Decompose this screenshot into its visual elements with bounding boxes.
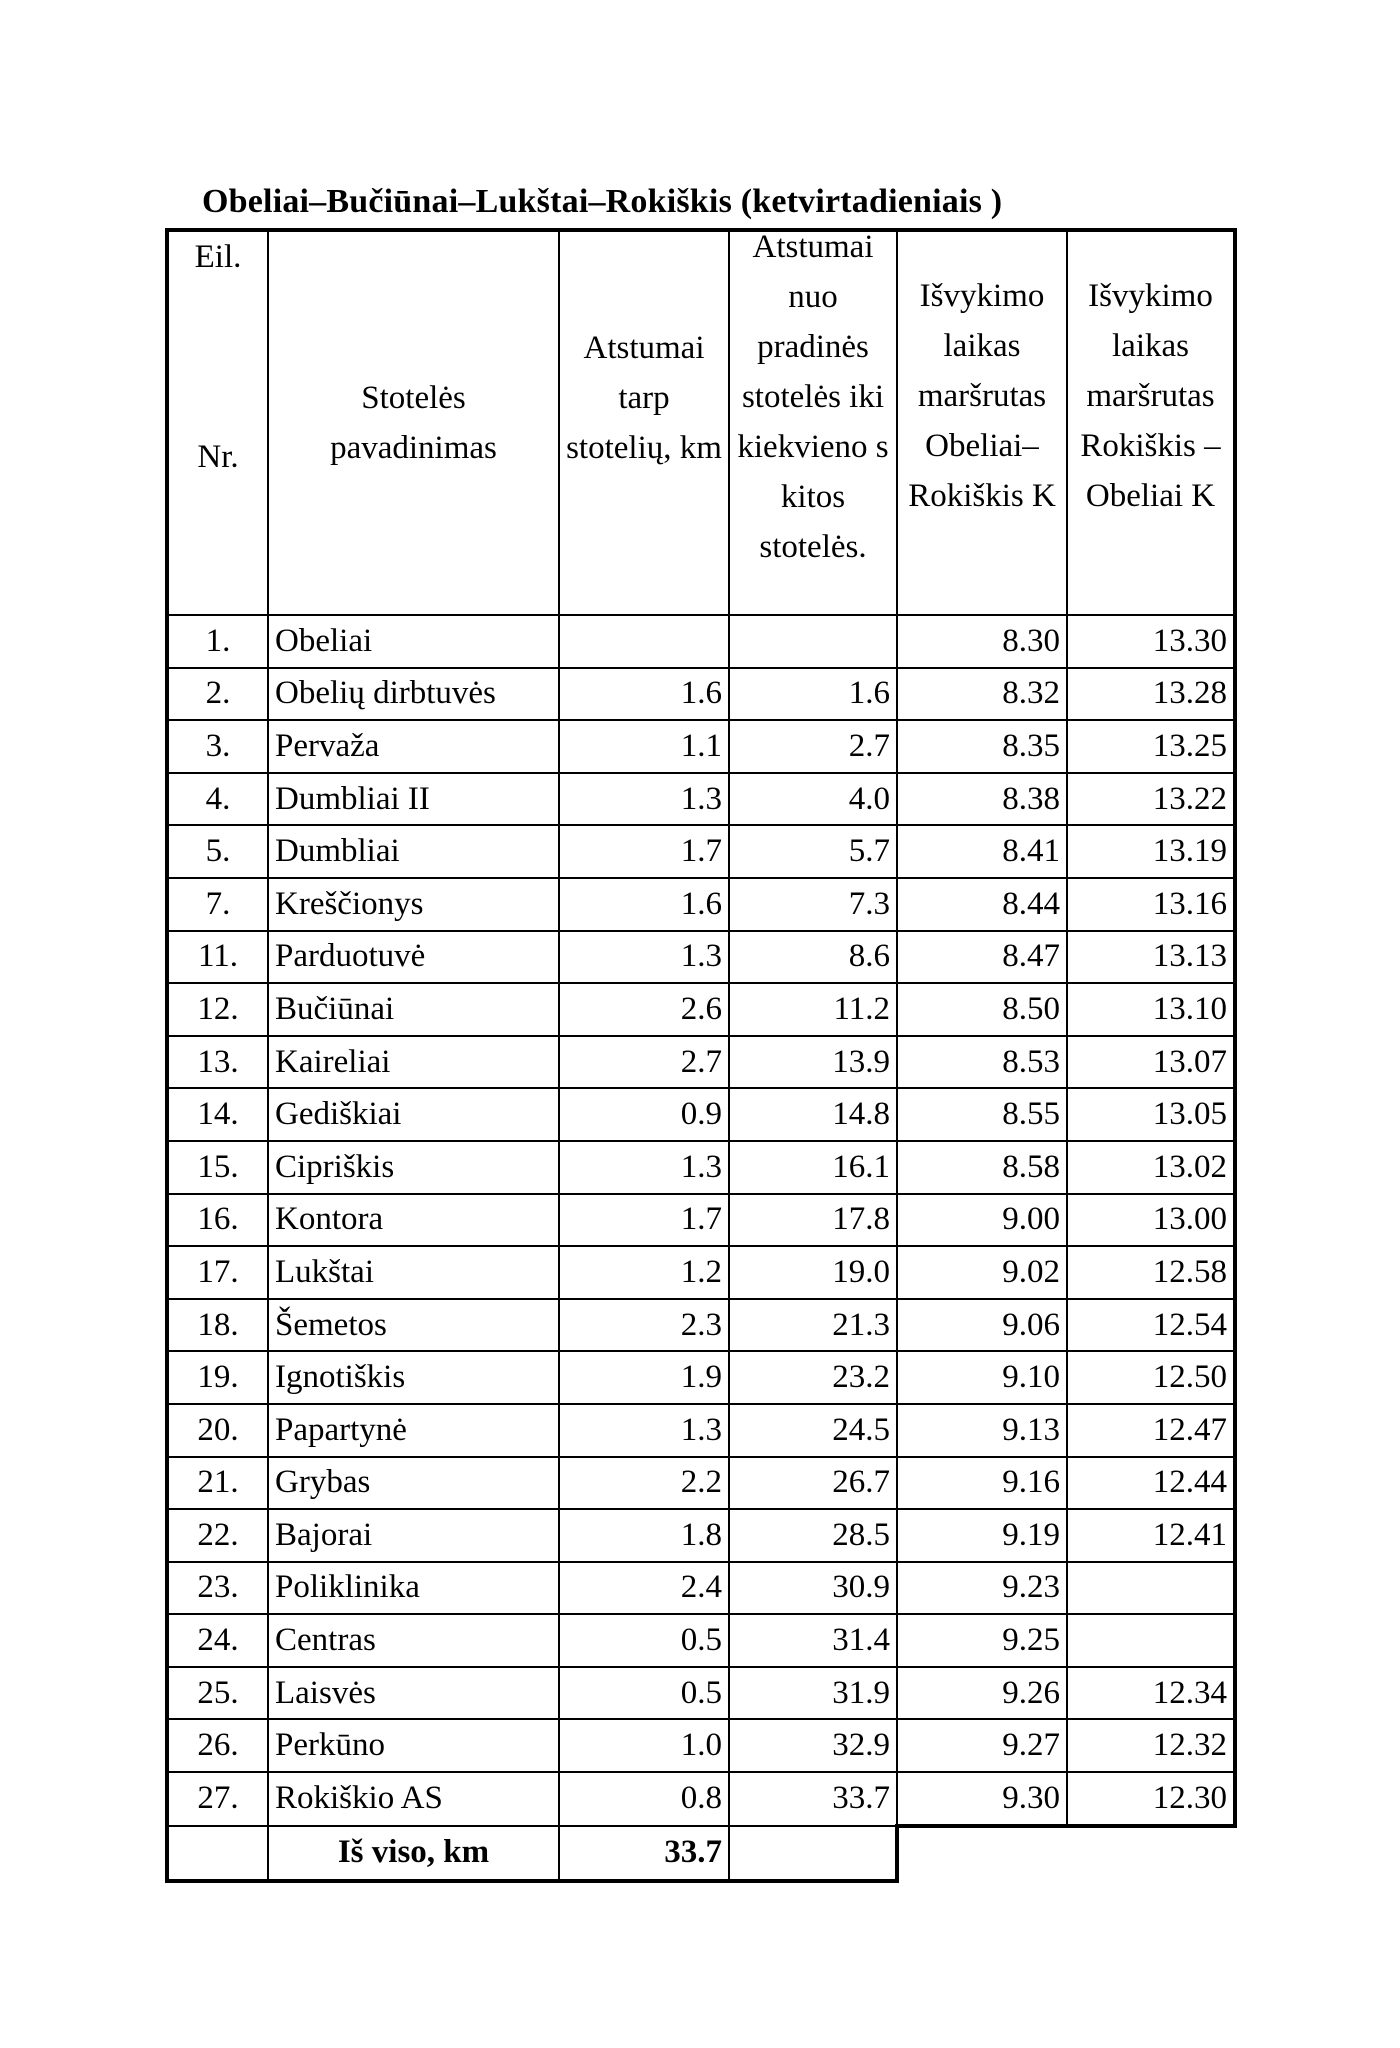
cell-departure-obeliai-rokiskis: 9.16 bbox=[897, 1457, 1067, 1510]
cell-number: 20. bbox=[167, 1404, 268, 1457]
cell-departure-obeliai-rokiskis: 9.23 bbox=[897, 1562, 1067, 1615]
table-row bbox=[167, 1772, 1235, 1826]
cell-stop-name: Poliklinika bbox=[268, 1562, 559, 1615]
table-row bbox=[167, 1457, 1235, 1510]
header-stop-name bbox=[268, 230, 559, 615]
cell-distance-cumulative: 31.9 bbox=[729, 1667, 897, 1720]
cell-number: 2. bbox=[167, 668, 268, 721]
cell-departure-rokiskis-obeliai: 12.58 bbox=[1067, 1246, 1235, 1299]
cell-distance-cumulative: 16.1 bbox=[729, 1141, 897, 1194]
cell-departure-obeliai-rokiskis: 8.30 bbox=[897, 615, 1067, 668]
cell-distance-cumulative: 5.7 bbox=[729, 825, 897, 878]
cell-distance-between: 1.6 bbox=[559, 878, 729, 931]
header-departure-rokiskis-obeliai-text: Išvykimo laikas maršrutas Rokiškis –Obeliai K bbox=[1080, 278, 1221, 514]
cell-departure-obeliai-rokiskis: 8.47 bbox=[897, 931, 1067, 984]
cell-stop-name: Papartynė bbox=[268, 1404, 559, 1457]
cell-stop-name: Cipriškis bbox=[268, 1141, 559, 1194]
cell-distance-cumulative: 33.7 bbox=[729, 1772, 897, 1826]
header-distance-between-text: Atstumai tarp stotelių, km bbox=[566, 330, 722, 466]
cell-distance-between: 2.6 bbox=[559, 983, 729, 1036]
cell-departure-rokiskis-obeliai: 12.34 bbox=[1067, 1667, 1235, 1720]
cell-distance-between: 2.2 bbox=[559, 1457, 729, 1510]
cell-distance-cumulative: 1.6 bbox=[729, 668, 897, 721]
table-row bbox=[167, 983, 1235, 1036]
cell-number: 15. bbox=[167, 1141, 268, 1194]
cell-distance-between: 1.7 bbox=[559, 1194, 729, 1247]
cell-number: 21. bbox=[167, 1457, 268, 1510]
cell-departure-rokiskis-obeliai: 13.07 bbox=[1067, 1036, 1235, 1089]
header-nr: Nr. bbox=[197, 439, 239, 475]
cell-stop-name: Centras bbox=[268, 1614, 559, 1667]
cell-departure-rokiskis-obeliai: 12.41 bbox=[1067, 1509, 1235, 1562]
cell-departure-rokiskis-obeliai: 13.16 bbox=[1067, 878, 1235, 931]
cell-departure-obeliai-rokiskis: 8.53 bbox=[897, 1036, 1067, 1089]
table-row bbox=[167, 1719, 1235, 1772]
table-row bbox=[167, 878, 1235, 931]
total-empty-cell bbox=[167, 1826, 268, 1881]
cell-distance-cumulative bbox=[729, 615, 897, 668]
cell-departure-rokiskis-obeliai: 13.30 bbox=[1067, 615, 1235, 668]
cell-departure-rokiskis-obeliai: 12.30 bbox=[1067, 1772, 1235, 1826]
cell-stop-name: Grybas bbox=[268, 1457, 559, 1510]
cell-distance-cumulative: 31.4 bbox=[729, 1614, 897, 1667]
cell-distance-between: 0.8 bbox=[559, 1772, 729, 1826]
table-row bbox=[167, 1614, 1235, 1667]
cell-number: 27. bbox=[167, 1772, 268, 1826]
cell-number: 25. bbox=[167, 1667, 268, 1720]
cell-departure-rokiskis-obeliai: 12.47 bbox=[1067, 1404, 1235, 1457]
header-departure-obeliai-rokiskis-text: Išvykimo laikas maršrutas Obeliai–Rokiškis K bbox=[908, 278, 1056, 514]
cell-distance-between: 0.5 bbox=[559, 1667, 729, 1720]
cell-departure-rokiskis-obeliai: 12.44 bbox=[1067, 1457, 1235, 1510]
cell-stop-name: Lukštai bbox=[268, 1246, 559, 1299]
cell-departure-obeliai-rokiskis: 8.58 bbox=[897, 1141, 1067, 1194]
header-departure-rokiskis-obeliai bbox=[1067, 230, 1235, 615]
cell-number: 4. bbox=[167, 773, 268, 826]
header-distance-between bbox=[559, 230, 729, 615]
cell-departure-rokiskis-obeliai: 13.13 bbox=[1067, 931, 1235, 984]
cell-departure-rokiskis-obeliai: 13.05 bbox=[1067, 1088, 1235, 1141]
cell-distance-cumulative: 2.7 bbox=[729, 720, 897, 773]
cell-stop-name: Dumbliai bbox=[268, 825, 559, 878]
cell-distance-cumulative: 7.3 bbox=[729, 878, 897, 931]
cell-distance-between: 1.6 bbox=[559, 668, 729, 721]
cell-number: 22. bbox=[167, 1509, 268, 1562]
cell-departure-obeliai-rokiskis: 8.32 bbox=[897, 668, 1067, 721]
table-row bbox=[167, 1036, 1235, 1089]
cell-distance-cumulative: 21.3 bbox=[729, 1299, 897, 1352]
cell-departure-rokiskis-obeliai: 13.25 bbox=[1067, 720, 1235, 773]
cell-departure-rokiskis-obeliai: 13.19 bbox=[1067, 825, 1235, 878]
cell-number: 5. bbox=[167, 825, 268, 878]
cell-departure-rokiskis-obeliai bbox=[1067, 1614, 1235, 1667]
cell-number: 14. bbox=[167, 1088, 268, 1141]
cell-distance-between: 2.3 bbox=[559, 1299, 729, 1352]
cell-stop-name: Laisvės bbox=[268, 1667, 559, 1720]
cell-departure-obeliai-rokiskis: 8.44 bbox=[897, 878, 1067, 931]
cell-number: 26. bbox=[167, 1719, 268, 1772]
cell-distance-between: 1.9 bbox=[559, 1351, 729, 1404]
cell-departure-rokiskis-obeliai: 13.22 bbox=[1067, 773, 1235, 826]
table-row bbox=[167, 615, 1235, 668]
cell-distance-cumulative: 24.5 bbox=[729, 1404, 897, 1457]
cell-departure-obeliai-rokiskis: 8.50 bbox=[897, 983, 1067, 1036]
cell-departure-obeliai-rokiskis: 9.25 bbox=[897, 1614, 1067, 1667]
cell-distance-between: 0.5 bbox=[559, 1614, 729, 1667]
table-row bbox=[167, 931, 1235, 984]
table-row bbox=[167, 668, 1235, 721]
cell-distance-between: 1.3 bbox=[559, 931, 729, 984]
cell-stop-name: Pervaža bbox=[268, 720, 559, 773]
cell-departure-obeliai-rokiskis: 8.41 bbox=[897, 825, 1067, 878]
cell-distance-cumulative: 32.9 bbox=[729, 1719, 897, 1772]
cell-distance-cumulative: 23.2 bbox=[729, 1351, 897, 1404]
cell-departure-rokiskis-obeliai: 12.32 bbox=[1067, 1719, 1235, 1772]
schedule-table bbox=[165, 228, 1237, 1883]
cell-distance-between: 1.3 bbox=[559, 1404, 729, 1457]
cell-departure-rokiskis-obeliai: 13.02 bbox=[1067, 1141, 1235, 1194]
cell-stop-name: Kaireliai bbox=[268, 1036, 559, 1089]
cell-number: 1. bbox=[167, 615, 268, 668]
cell-departure-obeliai-rokiskis: 9.30 bbox=[897, 1772, 1067, 1826]
cell-stop-name: Kreščionys bbox=[268, 878, 559, 931]
cell-departure-rokiskis-obeliai: 12.54 bbox=[1067, 1299, 1235, 1352]
cell-distance-cumulative: 19.0 bbox=[729, 1246, 897, 1299]
cell-distance-cumulative: 17.8 bbox=[729, 1194, 897, 1247]
total-label: Iš viso, km bbox=[268, 1826, 559, 1881]
table-row bbox=[167, 1509, 1235, 1562]
table-header-row bbox=[167, 230, 1235, 615]
cell-number: 18. bbox=[167, 1299, 268, 1352]
table-row bbox=[167, 1088, 1235, 1141]
cell-distance-between: 1.3 bbox=[559, 773, 729, 826]
cell-stop-name: Obelių dirbtuvės bbox=[268, 668, 559, 721]
table-row bbox=[167, 1246, 1235, 1299]
cell-distance-between bbox=[559, 615, 729, 668]
cell-departure-obeliai-rokiskis: 9.00 bbox=[897, 1194, 1067, 1247]
cell-distance-between: 1.1 bbox=[559, 720, 729, 773]
cell-number: 16. bbox=[167, 1194, 268, 1247]
header-distance-from-start bbox=[729, 230, 897, 615]
cell-stop-name: Kontora bbox=[268, 1194, 559, 1247]
cell-distance-between: 1.7 bbox=[559, 825, 729, 878]
cell-number: 13. bbox=[167, 1036, 268, 1089]
cell-number: 11. bbox=[167, 931, 268, 984]
total-value: 33.7 bbox=[559, 1826, 729, 1881]
cell-stop-name: Šemetos bbox=[268, 1299, 559, 1352]
header-distance-from-start-text: Atstumai nuo pradinės stotelės iki kiekvieno s kitos stotelės. bbox=[737, 230, 889, 565]
cell-departure-obeliai-rokiskis: 9.19 bbox=[897, 1509, 1067, 1562]
cell-stop-name: Ignotiškis bbox=[268, 1351, 559, 1404]
cell-distance-between: 0.9 bbox=[559, 1088, 729, 1141]
cell-stop-name: Bučiūnai bbox=[268, 983, 559, 1036]
cell-number: 12. bbox=[167, 983, 268, 1036]
cell-stop-name: Rokiškio AS bbox=[268, 1772, 559, 1826]
header-row-number bbox=[167, 230, 268, 615]
cell-departure-obeliai-rokiskis: 8.38 bbox=[897, 773, 1067, 826]
cell-departure-obeliai-rokiskis: 9.26 bbox=[897, 1667, 1067, 1720]
cell-distance-between: 2.7 bbox=[559, 1036, 729, 1089]
table-row bbox=[167, 825, 1235, 878]
cell-departure-rokiskis-obeliai: 13.00 bbox=[1067, 1194, 1235, 1247]
cell-number: 19. bbox=[167, 1351, 268, 1404]
cell-departure-obeliai-rokiskis: 8.55 bbox=[897, 1088, 1067, 1141]
blank-cell bbox=[897, 1826, 1067, 1881]
cell-stop-name: Dumbliai II bbox=[268, 773, 559, 826]
cell-departure-obeliai-rokiskis: 8.35 bbox=[897, 720, 1067, 773]
total-row bbox=[167, 1826, 1235, 1881]
cell-distance-cumulative: 28.5 bbox=[729, 1509, 897, 1562]
table-row bbox=[167, 1194, 1235, 1247]
cell-stop-name: Gediškiai bbox=[268, 1088, 559, 1141]
header-stop-name-text: Stotelės pavadinimas bbox=[330, 380, 497, 466]
cell-number: 24. bbox=[167, 1614, 268, 1667]
table-row bbox=[167, 1351, 1235, 1404]
cell-distance-between: 1.8 bbox=[559, 1509, 729, 1562]
cell-departure-obeliai-rokiskis: 9.02 bbox=[897, 1246, 1067, 1299]
cell-departure-rokiskis-obeliai: 13.10 bbox=[1067, 983, 1235, 1036]
cell-departure-obeliai-rokiskis: 9.27 bbox=[897, 1719, 1067, 1772]
cell-distance-cumulative: 11.2 bbox=[729, 983, 897, 1036]
cell-stop-name: Obeliai bbox=[268, 615, 559, 668]
cell-number: 3. bbox=[167, 720, 268, 773]
cell-distance-cumulative: 8.6 bbox=[729, 931, 897, 984]
table-row bbox=[167, 1299, 1235, 1352]
cell-departure-obeliai-rokiskis: 9.06 bbox=[897, 1299, 1067, 1352]
cell-distance-between: 1.0 bbox=[559, 1719, 729, 1772]
cell-number: 7. bbox=[167, 878, 268, 931]
cell-departure-rokiskis-obeliai: 12.50 bbox=[1067, 1351, 1235, 1404]
cell-distance-cumulative: 30.9 bbox=[729, 1562, 897, 1615]
cell-distance-cumulative: 26.7 bbox=[729, 1457, 897, 1510]
table-row bbox=[167, 1667, 1235, 1720]
cell-stop-name: Perkūno bbox=[268, 1719, 559, 1772]
cell-departure-rokiskis-obeliai bbox=[1067, 1562, 1235, 1615]
cell-distance-cumulative: 4.0 bbox=[729, 773, 897, 826]
cell-distance-between: 1.2 bbox=[559, 1246, 729, 1299]
cell-number: 23. bbox=[167, 1562, 268, 1615]
header-departure-obeliai-rokiskis bbox=[897, 230, 1067, 615]
cell-stop-name: Bajorai bbox=[268, 1509, 559, 1562]
cell-departure-rokiskis-obeliai: 13.28 bbox=[1067, 668, 1235, 721]
cell-departure-obeliai-rokiskis: 9.10 bbox=[897, 1351, 1067, 1404]
blank-cell bbox=[1067, 1826, 1235, 1881]
table-row bbox=[167, 1141, 1235, 1194]
cell-distance-cumulative: 14.8 bbox=[729, 1088, 897, 1141]
cell-number: 17. bbox=[167, 1246, 268, 1299]
table-row bbox=[167, 773, 1235, 826]
document-title: Obeliai–Bučiūnai–Lukštai–Rokiškis (ketvirtadieniais ) bbox=[202, 183, 1003, 220]
cell-stop-name: Parduotuvė bbox=[268, 931, 559, 984]
table-row bbox=[167, 1404, 1235, 1457]
cell-departure-obeliai-rokiskis: 9.13 bbox=[897, 1404, 1067, 1457]
cell-distance-between: 2.4 bbox=[559, 1562, 729, 1615]
total-empty-cell bbox=[729, 1826, 897, 1881]
table-row bbox=[167, 720, 1235, 773]
table-row bbox=[167, 1562, 1235, 1615]
cell-distance-between: 1.3 bbox=[559, 1141, 729, 1194]
cell-distance-cumulative: 13.9 bbox=[729, 1036, 897, 1089]
header-eil: Eil. bbox=[194, 239, 242, 275]
